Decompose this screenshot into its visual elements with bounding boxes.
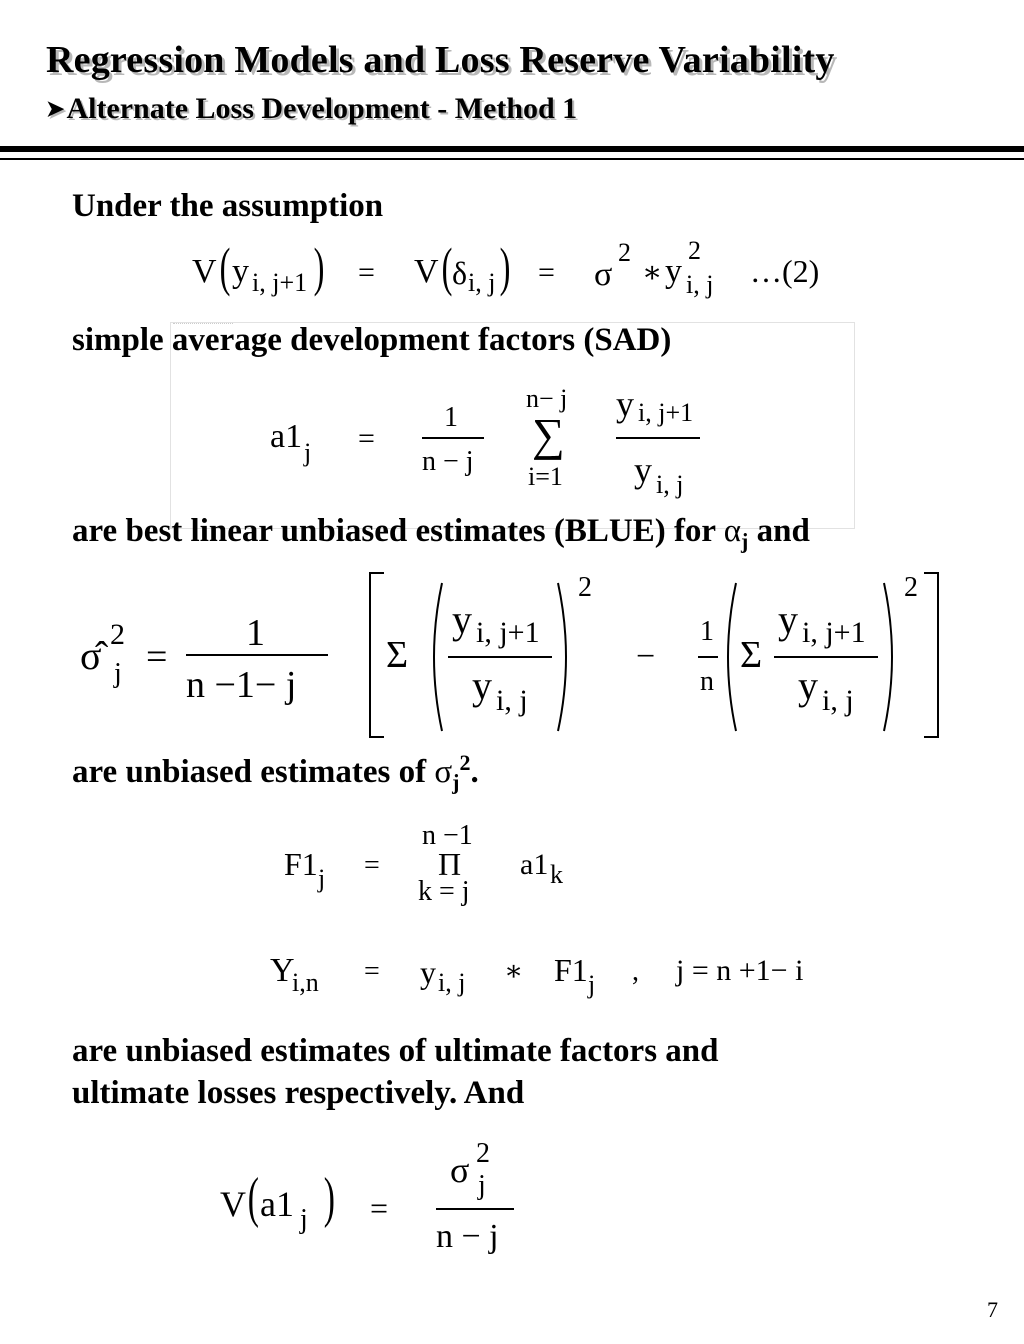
a1-sum-sign: ∑ (532, 409, 565, 460)
Va1-num-sub: j (478, 1170, 486, 1201)
eq2-y2-sub: i, j (686, 270, 714, 299)
eq2-y2: y (665, 253, 682, 290)
sigmahat-pow2: 2 (904, 572, 918, 603)
sigmahat-num: 1 (246, 612, 265, 654)
slide-title: Regression Models and Loss Reserve Variability (46, 39, 835, 81)
Va1-fracline (436, 1208, 514, 1210)
sigmahat-y2-sub: i, j+1 (802, 616, 866, 649)
a1-lhs-sub: j (304, 438, 312, 467)
Va1-paren-close: ) (323, 1167, 335, 1229)
subtitle-text: Alternate Loss Development - Method 1 (66, 92, 578, 125)
Y-comma: , (632, 956, 639, 987)
sigmahat-y1-sub: i, j+1 (476, 616, 540, 649)
Va1-den: n − j (436, 1218, 499, 1255)
F1-prod-bot: k = j (418, 876, 470, 907)
F1-rhs: a1 (520, 848, 549, 881)
alpha-sub: j (741, 528, 749, 554)
Y-lhs: Y (270, 952, 295, 989)
eq2-label: …(2) (750, 253, 820, 289)
Va1-a: a1 (260, 1184, 294, 1224)
F1-equals: = (364, 850, 380, 881)
a1-sum-bot: i=1 (528, 462, 563, 491)
bullet-arrow-icon: ➤ (46, 96, 65, 121)
eq2-times: ∗ (642, 256, 663, 289)
Y-y-sub: i, j (438, 968, 466, 997)
alpha-symbol: α (723, 513, 742, 549)
Y-F-sub: j (588, 970, 596, 999)
eq2-V2: V (414, 253, 439, 290)
eq2-V1: V (192, 253, 217, 290)
unbiased-sigma-text (72, 750, 479, 796)
Va1-equals: = (370, 1190, 389, 1226)
paren-left-1 (424, 582, 444, 732)
sigma-sub: j (452, 769, 460, 795)
eq2-sigma: σ (594, 256, 613, 293)
eq2-paren-close-2: ) (499, 237, 511, 297)
sigmahat-equals: = (146, 636, 168, 678)
Va1-V: V (220, 1184, 246, 1224)
ultimate-text-line-2: ultimate losses respectively. And (72, 1075, 525, 1111)
blue-text-prefix: are best linear unbiased estimates (BLUE) for (72, 513, 724, 549)
sigmahat-y2d: y (798, 663, 818, 708)
Va1-num: σ (450, 1150, 470, 1190)
paren-right-2 (882, 582, 902, 732)
a1-num: 1 (444, 402, 458, 433)
sigma-sup: 2 (459, 750, 471, 775)
a1-equals: = (358, 422, 375, 455)
Y-condition: j = n +1− i (676, 954, 804, 987)
sigmahat-inner-fracline-2 (774, 656, 878, 658)
unbiased-text-suffix: . (470, 754, 479, 790)
sigma-symbol: σ (434, 754, 453, 790)
a1-y-fracline (616, 437, 700, 439)
sigmahat-y2: y (778, 597, 798, 642)
Y-y: y (420, 954, 436, 990)
sigmahat-minus: − (636, 638, 656, 675)
paren-right-1 (556, 582, 576, 732)
a1-y-den-sub: i, j (656, 470, 684, 499)
eq2-sigma-sup: 2 (618, 238, 631, 267)
eq2-paren-close-1: ) (313, 237, 325, 297)
page-number: 7 (987, 1297, 998, 1322)
sigmahat-sum2: Σ (740, 634, 763, 676)
paren-left-2 (718, 582, 738, 732)
F1-rhs-sub: k (550, 860, 563, 889)
Y-F: F1 (554, 952, 588, 988)
sigmahat-frac-num: 1 (700, 616, 714, 647)
header-rule-thick (0, 146, 1024, 152)
sad-text: simple average development factors (SAD) (72, 322, 672, 358)
Va1-a-sub: j (300, 1204, 308, 1235)
eq2-delta: δ (452, 255, 468, 291)
eq2-y-sub: i, j+1 (252, 268, 308, 297)
sigmahat-y2d-sub: i, j (822, 684, 854, 717)
sigmahat-small-fracline (698, 656, 718, 658)
F1-lhs-sub: j (318, 864, 326, 893)
assumption-text: Under the assumption (72, 188, 384, 224)
sigmahat-frac-den: n (700, 666, 714, 697)
Va1-num-sup: 2 (476, 1138, 490, 1169)
F1-prod-sign: Π (438, 846, 462, 882)
unbiased-text-prefix: are unbiased estimates of (72, 754, 435, 790)
a1-y-num: y (616, 384, 634, 424)
sigmahat-lhs: σ̂ (80, 633, 102, 678)
blue-text-suffix: and (748, 513, 810, 549)
Y-times: ∗ (504, 956, 524, 987)
bracket-left (366, 572, 386, 738)
sigmahat-y1d-sub: i, j (496, 684, 528, 717)
sigmahat-fracline (186, 654, 328, 656)
ultimate-text-line-1: are unbiased estimates of ultimate factors and (72, 1033, 719, 1069)
F1-lhs: F1 (284, 846, 318, 882)
sigmahat-lhs-sup: 2 (110, 618, 125, 651)
eq2-paren-open-2: ( (441, 237, 453, 297)
slide-subtitle (46, 92, 577, 126)
sigmahat-y1: y (452, 597, 472, 642)
sigmahat-den: n −1− j (186, 664, 297, 706)
eq2-delta-sub: i, j (468, 268, 496, 297)
eq2-paren-open-1: ( (219, 237, 231, 297)
eq2-equals-2: = (538, 256, 555, 289)
sigmahat-y1d: y (472, 663, 492, 708)
a1-fracline (422, 437, 484, 439)
eq2-y: y (232, 253, 249, 290)
Y-equals: = (364, 956, 380, 987)
a1-den: n − j (422, 446, 474, 477)
F1-prod-top: n −1 (422, 820, 473, 851)
Va1-paren-open: ( (247, 1167, 259, 1229)
sigmahat-inner-fracline-1 (448, 656, 552, 658)
header-rule-thin (0, 158, 1024, 160)
a1-y-num-sub: i, j+1 (638, 398, 694, 427)
sigmahat-pow1: 2 (578, 572, 592, 603)
eq2-y2-sup: 2 (688, 236, 701, 265)
sigmahat-lhs-sub: j (114, 658, 122, 689)
a1-lhs: a1 (270, 418, 303, 455)
sigmahat-sum1: Σ (386, 634, 409, 676)
Y-lhs-sub: i,n (292, 968, 319, 997)
a1-y-den: y (634, 450, 652, 490)
a1-sum-top: n− j (526, 384, 568, 413)
blue-text (72, 513, 810, 555)
bracket-right (922, 572, 942, 738)
eq2-equals-1: = (358, 256, 375, 289)
